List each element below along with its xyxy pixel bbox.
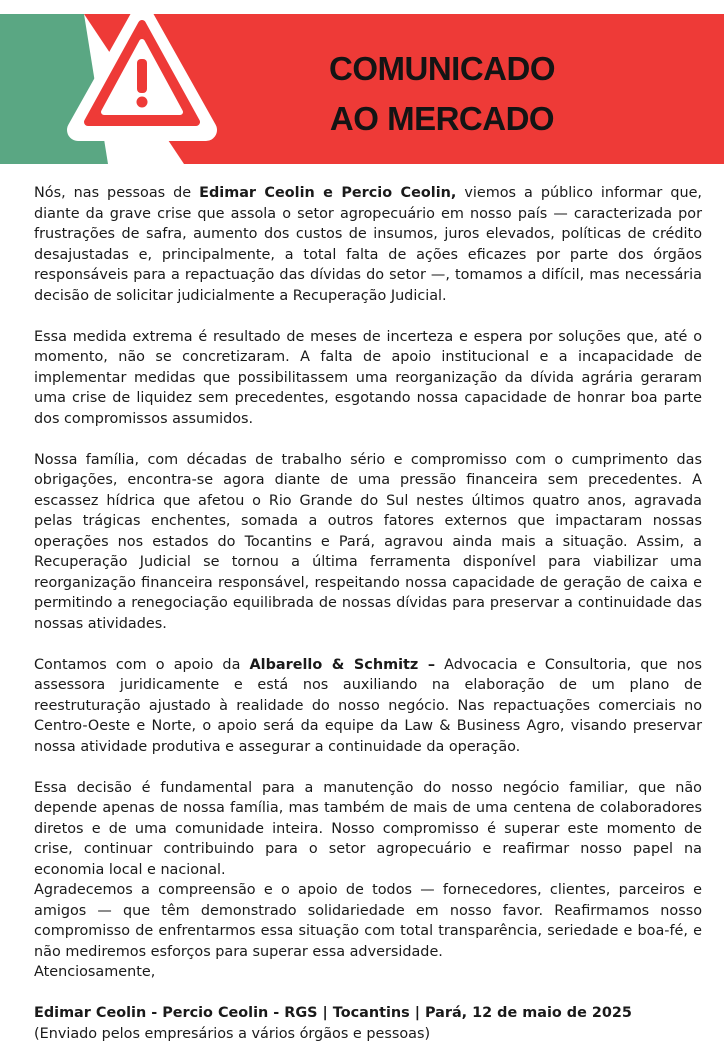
- paragraph-1-intro: Nós, nas pessoas de: [34, 185, 199, 201]
- paragraph-4-intro: Contamos com o apoio da: [34, 657, 250, 673]
- paragraph-1-names: Edimar Ceolin e Percio Ceolin,: [199, 185, 456, 201]
- paragraph-5: Essa decisão é fundamental para a manutenção do nosso negócio familiar, que não depende apenas de nossa família, mas também de mais de uma centena de colaboradores diretos e de uma comunidade inteira. Nosso compromisso é superar este momento de crise, continuar contribuindo para o setor agropecuário e reafirmar nosso papel na economia local e nacional.: [34, 778, 702, 881]
- closing: Atenciosamente,: [34, 962, 702, 983]
- paragraph-gap: [34, 306, 702, 327]
- paragraph-3: Nossa família, com décadas de trabalho sério e compromisso com o cumprimento das obrigações, encontra-se agora diante de uma pressão financeira sem precedentes. A escassez hídrica que afetou o Rio Grande do Sul nestes últimos quatro anos, agravada pelas trágicas enchentes, somada a outros fatores externos que impactaram nossas operações nos estados do Tocantins e Pará, agravou ainda mais a situação. Assim, a Recuperação Judicial se tornou a última ferramenta disponível para viabilizar uma reorganização financeira responsável, respeitando nossa capacidade de geração de caixa e permitindo a renegociação equilibrada de nossas dívidas para preservar a continuidade das nossas atividades.: [34, 450, 702, 635]
- note: (Enviado pelos empresários a vários órgãos e pessoas): [34, 1024, 702, 1044]
- paragraph-4-text: Advocacia e Consultoria, que nos assessora juridicamente e está nos auxiliando na elaboração de um plano de reestruturação ajustado à realidade do nosso negócio. Nas repactuações comerciais no Centro-Oeste e Norte, o apoio será da equipe da Law & Business Agro, visando preservar nossa atividade produtiva e assegurar a continuidade da operação.: [34, 657, 702, 755]
- paragraph-1-text: viemos a público informar que, diante da grave crise que assola o setor agropecuário em nosso país — caracterizada por frustrações de safra, aumento dos custos de insumos, juros elevados, políticas de crédito desajustadas e, principalmente, a total falta de ações eficazes por parte dos órgãos responsáveis para a repactuação das dívidas do setor —, tomamos a difícil, mas necessária decisão de solicitar judicialmente a Recuperação Judicial.: [34, 185, 702, 304]
- title-line-2: AO MERCADO: [262, 94, 622, 144]
- paragraph-gap: [34, 983, 702, 1004]
- paragraph-6: Agradecemos a compreensão e o apoio de todos — fornecedores, clientes, parceiros e amigos — que têm demonstrado solidariedade em nosso favor. Reafirmamos nosso compromisso de enfrentarmos essa situação com total transparência, seriedade e boa-fé, e não mediremos esforços para superar essa adversidade.: [34, 880, 702, 962]
- signature: Edimar Ceolin - Percio Ceolin - RGS | Tocantins | Pará, 12 de maio de 2025: [34, 1003, 702, 1024]
- paragraph-gap: [34, 429, 702, 450]
- paragraph-1: [34, 183, 702, 306]
- header-banner: [0, 14, 724, 164]
- paragraph-4: [34, 655, 702, 758]
- paragraph-2: Essa medida extrema é resultado de meses de incerteza e espera por soluções que, até o momento, não se concretizaram. A falta de apoio institucional e a incapacidade de implementar medidas que possibilitassem uma reorganização da dívida agrária geraram uma crise de liquidez sem precedentes, esgotando nossa capacidade de honrar boa parte dos compromissos assumidos.: [34, 327, 702, 430]
- paragraph-4-firm: Albarello & Schmitz –: [250, 657, 436, 673]
- announcement-body: [34, 183, 702, 1044]
- paragraph-gap: [34, 634, 702, 655]
- paragraph-gap: [34, 757, 702, 778]
- page-title: [262, 44, 622, 144]
- title-line-1: COMUNICADO: [262, 44, 622, 94]
